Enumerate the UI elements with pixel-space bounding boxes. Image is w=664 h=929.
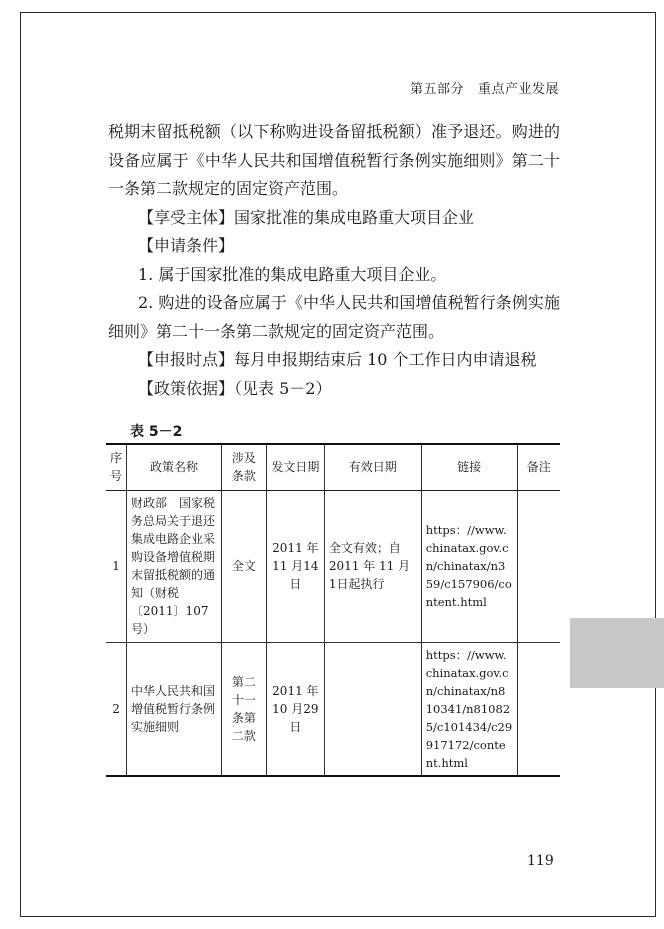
table-row (106, 490, 560, 642)
cell-valid: 全文有效；自2011 年 11 月 1日起执行 (324, 490, 421, 642)
cell-link: https：//www.chinatax.gov.cn/chinatax/n359/c157906/content.html (421, 490, 517, 642)
header-no: 序号 (106, 444, 127, 490)
cell-name: 财政部 国家税务总局关于退还集成电路企业采购设备增值税期末留抵税额的通知（财税〔2011〕107 号） (127, 490, 222, 642)
section-thumb-tab (570, 618, 664, 688)
header-note: 备注 (517, 444, 560, 490)
cell-valid (324, 642, 421, 776)
header-clause: 涉及条款 (221, 444, 266, 490)
header-link: 链接 (421, 444, 517, 490)
cell-no: 2 (106, 642, 127, 776)
condition-1: 1. 属于国家批准的集成电路重大项目企业。 (138, 264, 447, 284)
cell-date: 2011 年10 月29 日 (266, 642, 324, 776)
conditions-heading: 【申请条件】 (138, 236, 235, 255)
policy-basis: 【政策依据】（见表 5－2） (138, 378, 332, 398)
table-header-row (106, 444, 560, 490)
cell-clause: 全文 (221, 490, 266, 642)
cell-note (517, 642, 560, 776)
cell-name: 中华人民共和国增值税暂行条例实施细则 (127, 642, 222, 776)
header-part: 第五部分 (409, 82, 464, 97)
cell-note (517, 490, 560, 642)
header-date: 发文日期 (266, 444, 324, 490)
table-row (106, 642, 560, 776)
header-valid: 有效日期 (324, 444, 421, 490)
condition-2: 2. 购进的设备应属于《中华人民共和国增值税暂行条例实施细则》第二十一条第二款规定的固定资产范围。 (108, 293, 560, 341)
running-header (396, 78, 559, 97)
body-text (108, 118, 560, 403)
header-section: 重点产业发展 (477, 82, 559, 97)
table-caption: 表 5－2 (130, 424, 183, 440)
filing-timing: 【申报时点】每月申报期结束后 10 个工作日内申请退税 (138, 350, 537, 369)
cell-date: 2011 年11 月14 日 (266, 490, 324, 642)
page-number: 119 (527, 853, 554, 869)
cell-clause: 第二十一条第二款 (221, 642, 266, 776)
policy-table (106, 443, 560, 777)
paragraph-continuation: 税期末留抵税额（以下称购进设备留抵税额）准予退还。购进的设备应属于《中华人民共和国增值税暂行条例实施细则》第二十一条第二款规定的固定资产范围。 (108, 122, 560, 198)
cell-link: https：//www.chinatax.gov.cn/chinatax/n810341/n810825/c101434/c29917172/content.html (421, 642, 517, 776)
cell-no: 1 (106, 490, 127, 642)
eligible-subject: 【享受主体】国家批准的集成电路重大项目企业 (138, 207, 475, 227)
header-name: 政策名称 (127, 444, 222, 490)
